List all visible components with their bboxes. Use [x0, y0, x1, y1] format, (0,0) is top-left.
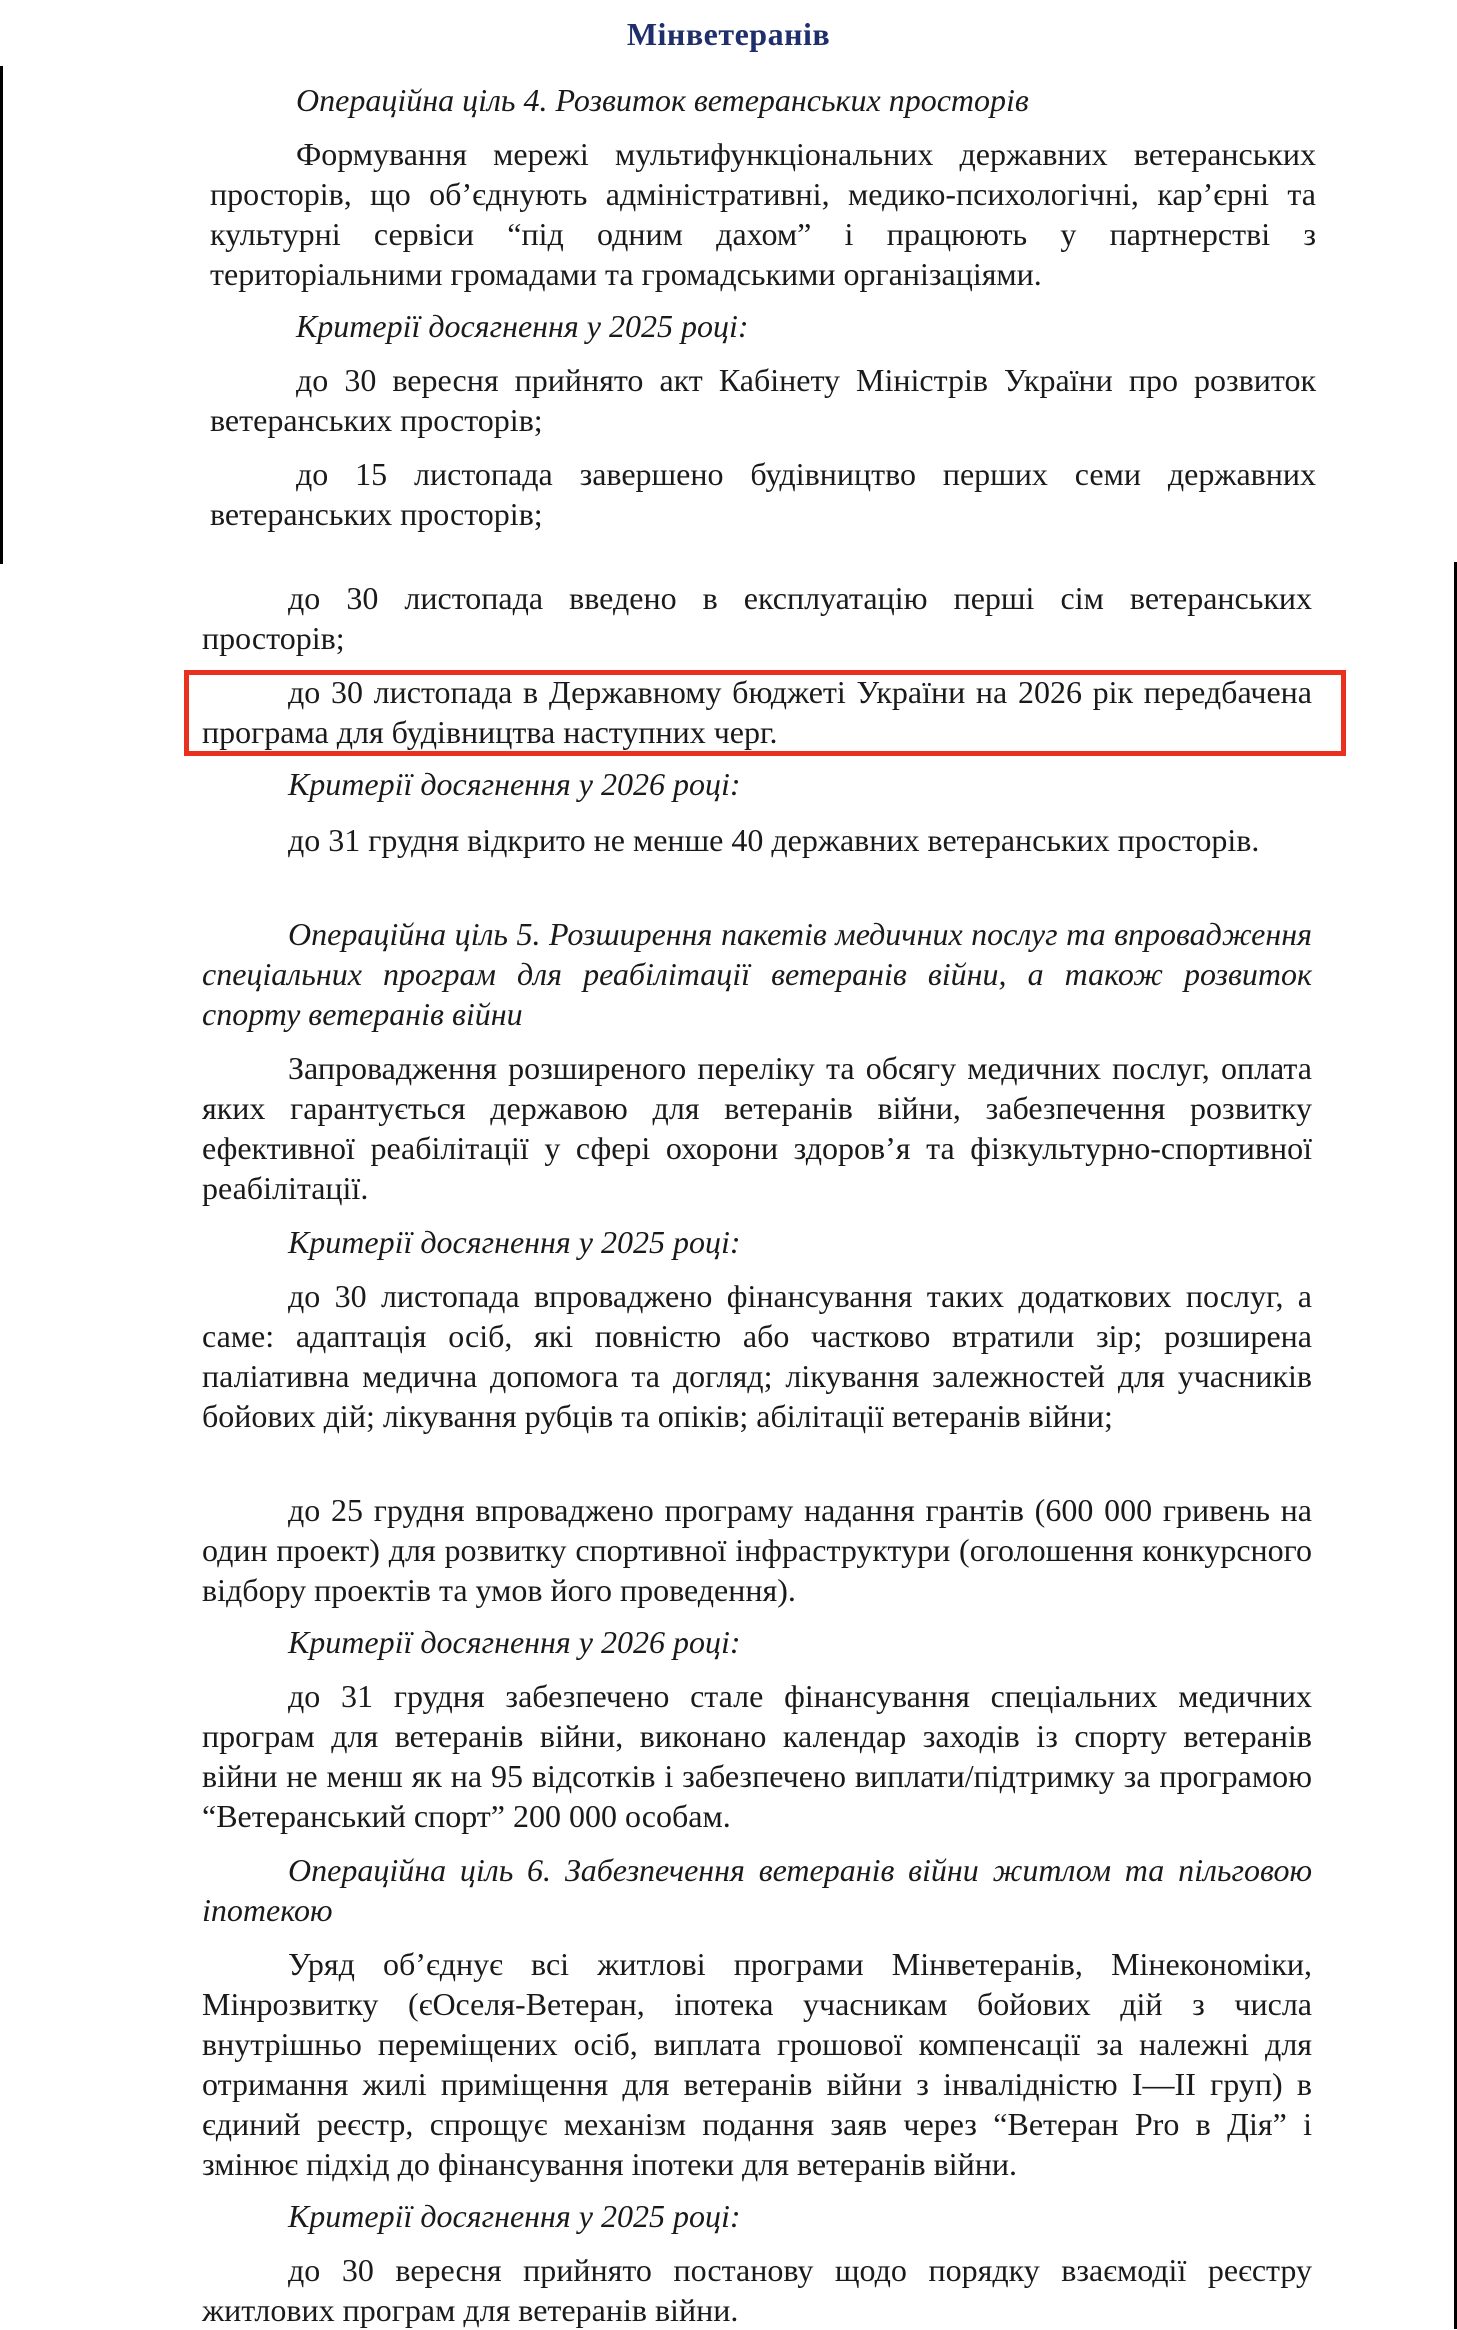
- goal5-heading: Операційна ціль 5. Розширення пакетів медичних послуг та впровадження спеціальних програм для реабілітації ветеранів війни, а також розвиток спорту ветеранів війни: [202, 916, 1312, 1032]
- goal4-criteria-2026: Критерії досягнення у 2026 році:: [288, 766, 741, 802]
- goal4-item-3: до 30 листопада введено в експлуатацію перші сім ветеранських просторів;: [202, 580, 1312, 656]
- goal4-heading: Операційна ціль 4. Розвиток ветеранських просторів: [296, 82, 1029, 118]
- goal5-criteria-2026: Критерії досягнення у 2026 році:: [288, 1624, 741, 1660]
- margin-rule-left: [0, 66, 3, 564]
- page-title: Мінветеранів: [626, 16, 831, 52]
- goal4-description: Формування мережі мультифункціональних державних ветеранських просторів, що об’єднують адміністративні, медико-психологічні, кар’єрні та культурні сервіси “під одним дахом” і працюють у партнерстві з територіальними громадами та громадськими організаціями.: [210, 136, 1316, 292]
- goal6-item-1: до 30 вересня прийнято постанову щодо порядку взаємодії реєстру житлових програм для ветеранів війни.: [202, 2252, 1312, 2328]
- goal4-item-5: до 31 грудня відкрито не менше 40 державних ветеранських просторів.: [288, 822, 1260, 858]
- goal5-criteria-2025: Критерії досягнення у 2025 році:: [288, 1224, 741, 1260]
- goal4-item-2: до 15 листопада завершено будівництво перших семи державних ветеранських просторів;: [210, 456, 1316, 532]
- goal6-heading: Операційна ціль 6. Забезпечення ветеранів війни житлом та пільговою іпотекою: [202, 1852, 1312, 1928]
- goal4-criteria-2025: Критерії досягнення у 2025 році:: [296, 308, 749, 344]
- goal5-item-2: до 25 грудня впроваджено програму надання грантів (600 000 гривень на один проект) для розвитку спортивної інфраструктури (оголошення конкурсного відбору проектів та умов його проведення).: [202, 1492, 1312, 1608]
- goal5-item-1: до 30 листопада впроваджено фінансування таких додаткових послуг, а саме: адаптація осіб, які повністю або частково втратили зір; розширена паліативна медична допомога та догляд; лікування залежностей для учасників бойових дій; лікування рубців та опіків; абілітації ветеранів війни;: [202, 1278, 1312, 1434]
- goal5-item-3: до 31 грудня забезпечено стале фінансування спеціальних медичних програм для ветеранів війни, виконано календар заходів із спорту ветеранів війни не менш як на 95 відсотків і забезпечено виплати/підтримку за програмою “Ветеранський спорт” 200 000 особам.: [202, 1678, 1312, 1834]
- goal4-item-1: до 30 вересня прийнято акт Кабінету Міністрів України про розвиток ветеранських просторів;: [210, 362, 1316, 438]
- goal6-criteria-2025: Критерії досягнення у 2025 році:: [288, 2198, 741, 2234]
- goal6-description: Уряд об’єднує всі житлові програми Мінветеранів, Мінекономіки, Мінрозвитку (єОселя-Ветеран, іпотека учасникам бойових дій з числа внутрішньо переміщених осіб, виплата грошової компенсації за належні для отримання жилі приміщення для ветеранів війни з інвалідністю I—II груп) в єдиний реєстр, спрощує механізм подання заяв через “Ветеран Pro в Дія” і змінює підхід до фінансування іпотеки для ветеранів війни.: [202, 1946, 1312, 2182]
- goal4-item-4-highlighted: до 30 листопада в Державному бюджеті України на 2026 рік передбачена програма для будівництва наступних черг.: [202, 674, 1312, 750]
- goal5-description: Запровадження розширеного переліку та обсягу медичних послуг, оплата яких гарантується державою для ветеранів війни, забезпечення розвитку ефективної реабілітації у сфері охорони здоров’я та фізкультурно-спортивної реабілітації.: [202, 1050, 1312, 1206]
